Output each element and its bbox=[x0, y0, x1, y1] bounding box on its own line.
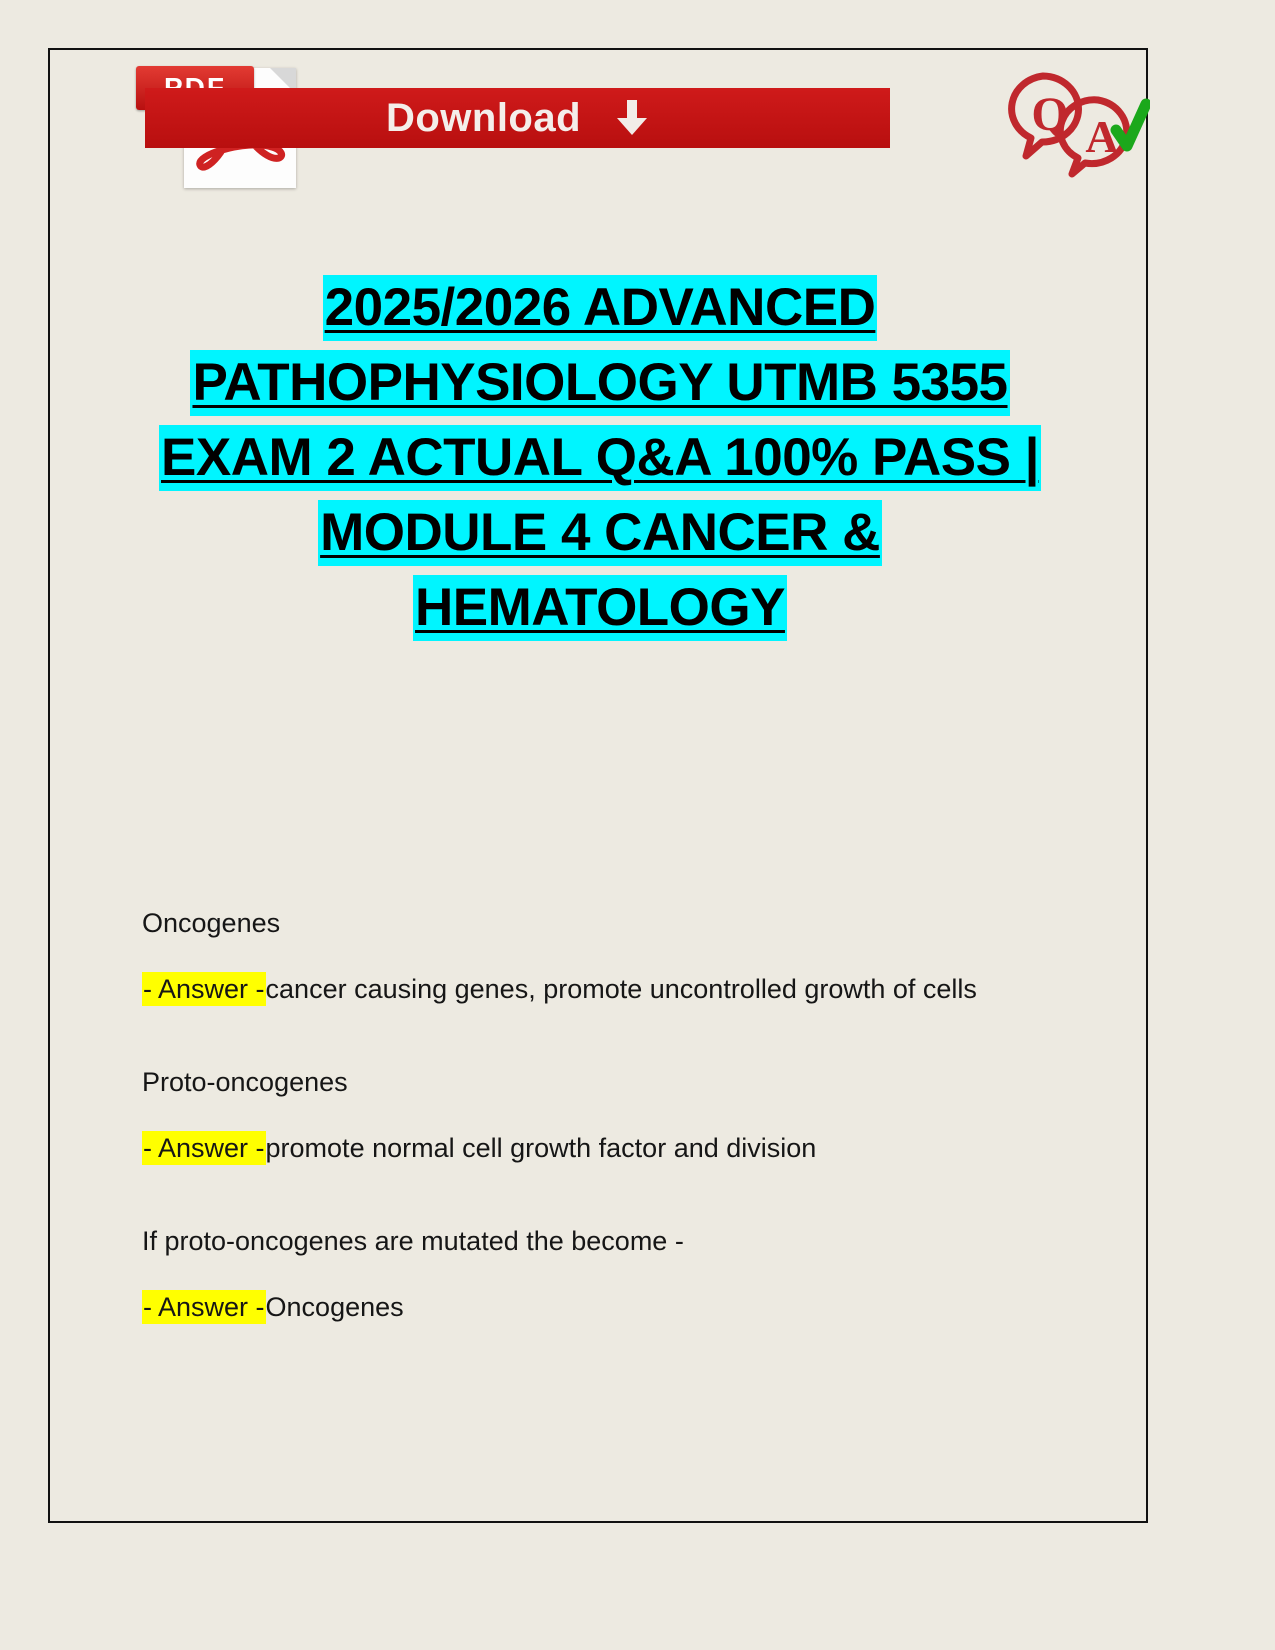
answer-text: promote normal cell growth factor and division bbox=[265, 1133, 817, 1164]
qa-item bbox=[142, 905, 1082, 1008]
title-line-2-text: PATHOPHYSIOLOGY UTMB 5355 bbox=[190, 350, 1009, 416]
document-title bbox=[80, 280, 1120, 636]
download-button-label: Download bbox=[385, 95, 582, 140]
qa-item bbox=[142, 1064, 1082, 1167]
title-line-1-text: 2025/2026 ADVANCED bbox=[323, 275, 878, 341]
qa-logo-svg bbox=[990, 60, 1150, 190]
answer-tag: - Answer - bbox=[143, 974, 265, 1005]
qa-item bbox=[142, 1223, 1082, 1326]
qa-question: Proto-oncogenes bbox=[142, 1066, 348, 1097]
document-header bbox=[50, 50, 1146, 200]
qa-answer bbox=[142, 971, 1082, 1007]
qa-speech-bubble-logo bbox=[990, 60, 1150, 190]
title-line-4 bbox=[80, 503, 1120, 563]
download-arrow-icon bbox=[615, 100, 649, 136]
svg-text:Q: Q bbox=[1031, 88, 1069, 141]
answer-text: cancer causing genes, promote uncontrolled growth of cells bbox=[265, 974, 977, 1005]
title-line-4-text: MODULE 4 CANCER & bbox=[318, 500, 882, 566]
download-button[interactable] bbox=[145, 88, 890, 148]
qa-answer bbox=[142, 1289, 1082, 1325]
title-line-1 bbox=[80, 280, 1120, 335]
answer-tag: - Answer - bbox=[143, 1133, 265, 1164]
answer-tag: - Answer - bbox=[143, 1292, 265, 1323]
answer-text: Oncogenes bbox=[265, 1292, 404, 1323]
qa-question: Oncogenes bbox=[142, 908, 281, 938]
title-line-3-text: EXAM 2 ACTUAL Q&A 100% PASS | bbox=[159, 425, 1041, 491]
qa-answer bbox=[142, 1130, 1082, 1166]
qa-question: If proto-oncogenes are mutated the become - bbox=[142, 1225, 684, 1256]
title-line-2 bbox=[80, 353, 1120, 413]
title-line-3 bbox=[80, 428, 1120, 488]
title-line-5-text: HEMATOLOGY bbox=[413, 575, 787, 641]
title-line-5 bbox=[80, 578, 1120, 638]
qa-list bbox=[142, 905, 1082, 1326]
svg-text:A: A bbox=[1085, 111, 1119, 162]
